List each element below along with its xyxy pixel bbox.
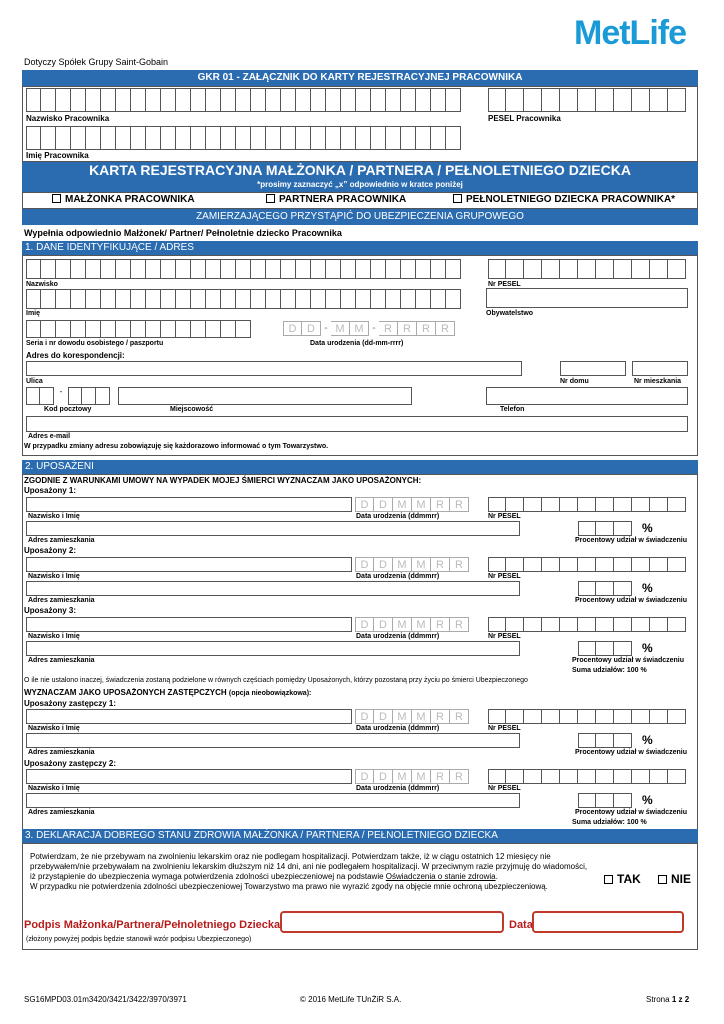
b3-address-input[interactable] [26,641,520,656]
b2-name-input[interactable] [26,557,352,572]
dob-m1: M [331,321,350,336]
b3-dob-cells[interactable] [355,617,469,632]
company-label: Dotyczy Spółek Grupy Saint-Gobain [24,57,169,67]
no-option[interactable] [658,872,691,886]
dob-d: D [374,617,393,632]
checkbox-icon[interactable] [453,194,462,203]
employee-firstname-label: Imię Pracownika [26,151,89,160]
option-partner-label: PARTNERA PRACOWNIKA [279,194,407,205]
house-label: Nr domu [560,378,589,385]
dob-sep: - [324,322,328,334]
street-input[interactable] [26,361,522,376]
flat-label: Nr mieszkania [634,378,682,385]
dob-m: M [393,497,412,512]
dob-cells[interactable] [283,321,455,336]
z1-name-input[interactable] [26,709,352,724]
dob-y4: R [436,321,455,336]
pesel-label: Nr PESEL [488,281,521,288]
b3-pesel-cells[interactable] [488,617,686,632]
yes-label: TAK [617,872,641,886]
b3-share-cells[interactable] [578,641,632,656]
house-input[interactable] [560,361,626,376]
distribution-note: O ile nie ustalono inaczej, świadczenia zostaną podzielone w równych częściach pomiędzy Uposażonych, którzy pozostaną przy życiu po śmierci Ubezpieczonego [24,677,528,684]
z2-share-cells[interactable] [578,793,632,808]
zip-label: Kod pocztowy [44,406,92,413]
card-sub-bar: ZAMIERZAJĄCEGO PRZYSTĄPIĆ DO UBEZPIECZENIA GRUPOWEGO [22,209,698,225]
b2-pct: % [642,581,653,595]
dob-r: R [431,769,450,784]
z1-pesel-cells[interactable] [488,709,686,724]
signature-note: (złożony powyżej podpis będzie stanowił wzór podpisu Ubezpieczonego) [26,936,252,943]
z2-pct: % [642,793,653,807]
health-declaration [30,852,590,892]
city-label: Miejscowość [170,406,214,413]
z1-address-label: Adres zamieszkania [28,749,95,756]
dob-r: R [450,709,469,724]
health-statement-link[interactable]: Oświadczenia o stanie zdrowia [385,872,496,881]
checkbox-icon[interactable] [658,875,667,884]
alt-title [24,688,311,697]
dob-d: D [374,709,393,724]
health-text-end: . [495,872,498,881]
phone-input[interactable] [486,387,688,405]
dob-r: R [450,617,469,632]
city-input[interactable] [118,387,412,405]
b3-address-label: Adres zamieszkania [28,657,95,664]
b1-name-label: Nazwisko i Imię [28,513,80,520]
dob-m: M [393,617,412,632]
health-text-2: W przypadku nie potwierdzenia zdolności ubezpieczeniowej Towarzystwo ma prawo nie wyrazić zgody na objęcie mnie ochroną ubezpieczeniową. [30,882,548,891]
footer-copyright: © 2016 MetLife TUnŻiR S.A. [300,995,402,1004]
dob-m: M [393,557,412,572]
phone-label: Telefon [500,406,525,413]
id-label: Seria i nr dowodu osobistego / paszportu [26,340,164,347]
z2-pesel-cells[interactable] [488,769,686,784]
zip-cells[interactable]: - [26,387,110,405]
checkbox-icon[interactable] [604,875,613,884]
date-label: Data [509,919,533,931]
b1-pesel-cells[interactable] [488,497,686,512]
dob-m: M [393,709,412,724]
citizenship-label: Obywatelstwo [486,310,534,317]
card-hint: *prosimy zaznaczyć „x” odpowiednio w kratce poniżej [257,180,463,189]
b2-address-input[interactable] [26,581,520,596]
b2-share-label: Procentowy udział w świadczeniu [575,597,688,604]
header-bar: GKR 01 - ZAŁĄCZNIK DO KARTY REJESTRACYJNEJ PRACOWNIKA [22,70,698,86]
card-fill-note: Wypełnia odpowiednio Małżonek/ Partner/ Pełnoletnie dziecko Pracownika [24,228,342,238]
corr-label: Adres do korespondencji: [26,351,125,360]
z1-dob-cells[interactable] [355,709,469,724]
b3-pct: % [642,641,653,655]
employee-surname-label: Nazwisko Pracownika [26,114,110,123]
share-sum-1: Suma udziałów: 100 % [572,667,647,674]
dob-d: D [374,557,393,572]
z2-name-label: Nazwisko i Imię [28,785,80,792]
option-partner[interactable] [266,194,406,205]
email-label: Adres e-mail [28,433,71,440]
z1-share-label: Procentowy udział w świadczeniu [575,749,688,756]
z1-share-cells[interactable] [578,733,632,748]
card-title-bar [22,162,698,192]
dob-r: R [450,769,469,784]
street-label: Ulica [26,378,43,385]
id-cells[interactable] [26,320,251,338]
dob-label: Data urodzenia (dd-mm-rrrr) [310,340,404,347]
dob-m: M [412,769,431,784]
beneficiary2-label: Uposażony 2: [24,546,77,555]
signature-label: Podpis Małżonka/Partnera/Pełnoletniego Dziecka [24,919,281,931]
dob-m2: M [350,321,369,336]
share-sum-2: Suma udziałów: 100 % [572,819,647,826]
dob-y1: R [379,321,398,336]
dob-r: R [450,497,469,512]
surname-label: Nazwisko [26,281,58,288]
beneficiary1-label: Uposażony 1: [24,486,77,495]
option-spouse[interactable] [52,194,195,205]
option-spouse-label: MAŁŻONKA PRACOWNIKA [65,194,195,205]
z2-address-label: Adres zamieszkania [28,809,95,816]
dob-d: D [355,557,374,572]
b2-pesel-cells[interactable] [488,557,686,572]
option-child-label: PEŁNOLETNIEGO DZIECKA PRACOWNIKA* [466,194,676,205]
z2-share-label: Procentowy udział w świadczeniu [575,809,688,816]
footer-code: SG16MPD03.01m3420/3421/3422/3970/3971 [24,995,187,1004]
b2-dob-cells[interactable] [355,557,469,572]
dob-d: D [355,769,374,784]
dob-d: D [374,497,393,512]
health-text: Potwierdzam, że nie przebywam na zwolnieniu lekarskim oraz nie podlegam hospitalizacji. Potwierdzam także, iż w ciągu ostatnich 12 miesięcy nie przebywałem/nie przebywałam na zwolnieniu lekarskim dłuższym niż 14 dni, ani nie podlegałem hospitalizacji. W przeciwnym razie przyjmuję do wiadomości, iż przystąpienie do ubezpieczenia wymaga potwierdzenia zdolności ubezpieczeniowej na podstawie [30,852,588,881]
b3-name-label: Nazwisko i Imię [28,633,80,640]
dob-m: M [412,709,431,724]
alt2-label: Uposażony zastępczy 2: [24,759,117,768]
z2-dob-cells[interactable] [355,769,469,784]
b1-pct: % [642,521,653,535]
employee-pesel-label: PESEL Pracownika [488,114,561,123]
option-child[interactable] [453,194,675,205]
checkbox-icon[interactable] [52,194,61,203]
b3-pesel-label: Nr PESEL [488,633,521,640]
b3-name-input[interactable] [26,617,352,632]
date-input[interactable] [532,911,684,933]
dob-d: D [355,617,374,632]
yes-option[interactable] [604,872,641,886]
z1-pesel-label: Nr PESEL [488,725,521,732]
section3-bar: 3. DEKLARACJA DOBREGO STANU ZDROWIA MAŁŻONKA / PARTNERA / PEŁNOLETNIEGO DZIECKA [22,829,698,843]
dob-m: M [412,497,431,512]
signature-input[interactable] [280,911,504,933]
section1-bar: 1. DANE IDENTYFIKUJĄCE / ADRES [22,241,698,255]
b3-share-label: Procentowy udział w świadczeniu [572,657,685,664]
section2-bar: 2. UPOSAŻENI [22,460,698,474]
b1-share-label: Procentowy udział w świadczeniu [575,537,688,544]
citizenship-input[interactable] [486,288,688,308]
dob-r: R [431,709,450,724]
alt1-label: Uposażony zastępczy 1: [24,699,117,708]
b1-share-cells[interactable] [578,521,632,536]
b1-address-label: Adres zamieszkania [28,537,95,544]
address-note: W przypadku zmiany adresu zobowiązuję się każdorazowo informować o tym Towarzystwo. [24,443,329,450]
employee-pesel-cells[interactable] [488,88,686,112]
dob-d: D [355,497,374,512]
z2-address-input[interactable] [26,793,520,808]
dob-y2: R [398,321,417,336]
z2-name-input[interactable] [26,769,352,784]
z1-name-label: Nazwisko i Imię [28,725,80,732]
dob-m: M [412,617,431,632]
z1-pct: % [642,733,653,747]
z2-pesel-label: Nr PESEL [488,785,521,792]
b1-name-input[interactable] [26,497,352,512]
dob-d: D [355,709,374,724]
alt-title-text: WYZNACZAM JAKO UPOSAŻONYCH ZASTĘPCZYCH [24,688,227,697]
page-label: Strona [646,995,670,1004]
b3-dob-label: Data urodzenia (ddmmrr) [356,633,440,640]
b1-address-input[interactable] [26,521,520,536]
firstname-cells[interactable] [26,289,461,309]
z1-dob-label: Data urodzenia (ddmmrr) [356,725,440,732]
dob-y3: R [417,321,436,336]
pesel-cells[interactable] [488,259,686,279]
no-label: NIE [671,872,692,886]
dob-r: R [431,497,450,512]
dob-r: R [431,617,450,632]
footer-page [646,995,689,1004]
dob-r: R [431,557,450,572]
metlife-logo: MetLife [574,14,686,52]
employee-firstname-cells[interactable] [26,126,461,150]
employee-surname-cells[interactable] [26,88,461,112]
email-input[interactable] [26,416,688,432]
dob-r: R [450,557,469,572]
alt-optional: (opcja nieobowiązkowa): [228,690,312,697]
z2-dob-label: Data urodzenia (ddmmrr) [356,785,440,792]
dob-d2: D [302,321,321,336]
page-number: 1 z 2 [671,995,690,1004]
flat-input[interactable] [632,361,688,376]
firstname-label: Imię [26,310,41,317]
b2-pesel-label: Nr PESEL [488,573,521,580]
dob-m: M [412,557,431,572]
b2-address-label: Adres zamieszkania [28,597,95,604]
checkbox-icon[interactable] [266,194,275,203]
dob-m: M [393,769,412,784]
b2-dob-label: Data urodzenia (ddmmrr) [356,573,440,580]
b1-dob-cells[interactable] [355,497,469,512]
dob-d: D [374,769,393,784]
b1-pesel-label: Nr PESEL [488,513,521,520]
b2-name-label: Nazwisko i Imię [28,573,80,580]
beneficiary3-label: Uposażony 3: [24,606,77,615]
b1-dob-label: Data urodzenia (ddmmrr) [356,513,440,520]
surname-cells[interactable] [26,259,461,279]
z1-address-input[interactable] [26,733,520,748]
card-title: KARTA REJESTRACYJNA MAŁŻONKA / PARTNERA / PEŁNOLETNIEGO DZIECKA [89,162,631,178]
b2-share-cells[interactable] [578,581,632,596]
dob-d1: D [283,321,302,336]
beneficiaries-condition: ZGODNIE Z WARUNKAMI UMOWY NA WYPADEK MOJEJ ŚMIERCI WYZNACZAM JAKO UPOSAŻONYCH: [24,476,422,485]
dob-sep: - [372,322,376,334]
